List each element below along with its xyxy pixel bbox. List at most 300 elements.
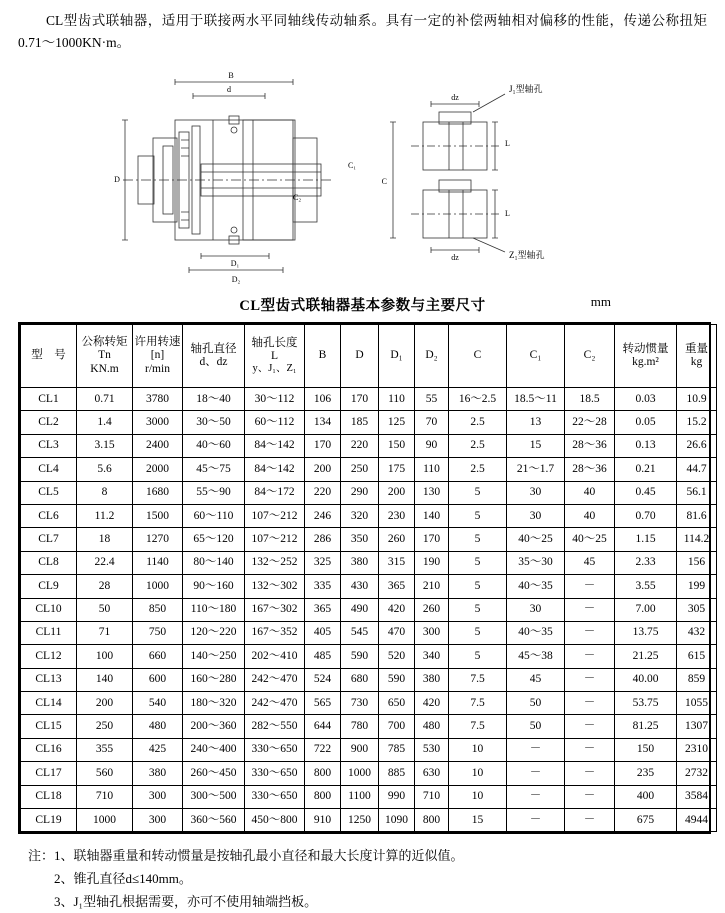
table-cell: － <box>507 738 565 761</box>
table-cell: 132～302 <box>245 575 305 598</box>
table-cell: 30～112 <box>245 388 305 411</box>
table-cell: 315 <box>379 551 415 574</box>
table-cell: 200 <box>77 692 133 715</box>
table-cell: 242～470 <box>245 668 305 691</box>
table-cell: 520 <box>379 645 415 668</box>
table-cell: － <box>565 621 615 644</box>
table-cell: 13 <box>507 411 565 434</box>
table-cell: 780 <box>341 715 379 738</box>
table-cell: 325 <box>305 551 341 574</box>
table-cell: 250 <box>341 458 379 481</box>
table-cell: － <box>565 715 615 738</box>
table-cell: － <box>565 738 615 761</box>
table-cell: 81.6 <box>677 504 717 527</box>
table-cell: 200～360 <box>183 715 245 738</box>
table-cell: 8 <box>77 481 133 504</box>
table-cell: 40～25 <box>507 528 565 551</box>
label-b: B <box>227 71 234 80</box>
table-cell: 1.4 <box>77 411 133 434</box>
col-bore-diameter: 轴孔直径 d、dz <box>183 325 245 388</box>
table-cell: 110～180 <box>183 598 245 621</box>
table-cell: 590 <box>379 668 415 691</box>
label-D2: D₂ <box>231 275 240 284</box>
table-cell: 107～212 <box>245 528 305 551</box>
table-cell: 5 <box>449 481 507 504</box>
table-cell: 0.05 <box>615 411 677 434</box>
row-model-cell: CL10 <box>21 598 77 621</box>
table-cell: 490 <box>341 598 379 621</box>
table-cell: 50 <box>507 715 565 738</box>
table-cell: 11.2 <box>77 504 133 527</box>
row-model-cell: CL17 <box>21 762 77 785</box>
table-cell: 3780 <box>133 388 183 411</box>
table-cell: 5 <box>449 645 507 668</box>
table-cell: － <box>565 575 615 598</box>
table-cell: 21.25 <box>615 645 677 668</box>
table-cell: 22～28 <box>565 411 615 434</box>
table-cell: 210 <box>415 575 449 598</box>
table-cell: 185 <box>341 411 379 434</box>
table-row <box>21 715 717 738</box>
table-cell: 700 <box>379 715 415 738</box>
row-model-cell: CL16 <box>21 738 77 761</box>
table-cell: 70 <box>415 411 449 434</box>
table-cell: 167～352 <box>245 621 305 644</box>
table-cell: 180～320 <box>183 692 245 715</box>
row-model-cell: CL6 <box>21 504 77 527</box>
table-cell: 432 <box>677 621 717 644</box>
table-cell: 800 <box>305 785 341 808</box>
table-cell: 485 <box>305 645 341 668</box>
table-cell: 10 <box>449 738 507 761</box>
table-cell: 132～252 <box>245 551 305 574</box>
table-row <box>21 575 717 598</box>
table-cell: 260 <box>415 598 449 621</box>
table-cell: 260～450 <box>183 762 245 785</box>
table-cell: 2400 <box>133 434 183 457</box>
table-cell: 1500 <box>133 504 183 527</box>
table-cell: 18～40 <box>183 388 245 411</box>
table-cell: 190 <box>415 551 449 574</box>
row-model-cell: CL7 <box>21 528 77 551</box>
col-nominal-torque: 公称转矩 Tn KN.m <box>77 325 133 388</box>
table-cell: 5 <box>449 551 507 574</box>
table-cell: 1100 <box>341 785 379 808</box>
label-dz-bottom: dz <box>450 253 459 262</box>
table-cell: 18.5 <box>565 388 615 411</box>
table-cell: 15 <box>449 809 507 832</box>
table-cell: 28～36 <box>565 458 615 481</box>
row-model-cell: CL19 <box>21 809 77 832</box>
row-model-cell: CL11 <box>21 621 77 644</box>
table-row <box>21 621 717 644</box>
label-C2: C₂ <box>292 193 301 202</box>
label-L-top: L <box>504 139 510 148</box>
table-cell: 250 <box>77 715 133 738</box>
row-model-cell: CL9 <box>21 575 77 598</box>
table-cell: 150 <box>615 738 677 761</box>
table-cell: 65～120 <box>183 528 245 551</box>
table-cell: 200 <box>379 481 415 504</box>
table-cell: 330～650 <box>245 785 305 808</box>
table-cell: 1270 <box>133 528 183 551</box>
table-cell: 320 <box>341 504 379 527</box>
row-model-cell: CL15 <box>21 715 77 738</box>
table-body <box>21 388 717 832</box>
table-cell: 71 <box>77 621 133 644</box>
table-cell: 199 <box>677 575 717 598</box>
table-cell: 335 <box>305 575 341 598</box>
table-cell: 40 <box>565 481 615 504</box>
table-cell: 120～220 <box>183 621 245 644</box>
table-cell: 1000 <box>77 809 133 832</box>
table-cell: 800 <box>415 809 449 832</box>
table-cell: 260 <box>379 528 415 551</box>
table-cell: 45～38 <box>507 645 565 668</box>
table-cell: 650 <box>379 692 415 715</box>
table-cell: － <box>565 809 615 832</box>
note-1: 注：1、联轴器重量和转动惯量是按轴孔最小直径和最大长度计算的近似值。 <box>28 848 464 864</box>
row-model-cell: CL3 <box>21 434 77 457</box>
table-row <box>21 809 717 832</box>
table-cell: 15.2 <box>677 411 717 434</box>
table-cell: 156 <box>677 551 717 574</box>
table-cell: 107～212 <box>245 504 305 527</box>
table-cell: 84～142 <box>245 434 305 457</box>
table-cell: 2.5 <box>449 411 507 434</box>
table-cell: 5.6 <box>77 458 133 481</box>
table-cell: 15 <box>507 434 565 457</box>
table-cell: 0.45 <box>615 481 677 504</box>
table-cell: 13.75 <box>615 621 677 644</box>
row-model-cell: CL18 <box>21 785 77 808</box>
table-cell: 600 <box>133 668 183 691</box>
table-cell: 850 <box>133 598 183 621</box>
table-cell: 565 <box>305 692 341 715</box>
table-cell: 470 <box>379 621 415 644</box>
table-cell: 360～560 <box>183 809 245 832</box>
table-row <box>21 458 717 481</box>
table-cell: 2.5 <box>449 458 507 481</box>
row-model-cell: CL13 <box>21 668 77 691</box>
col-speed: 许用转速 [n] r/min <box>133 325 183 388</box>
table-cell: 35～30 <box>507 551 565 574</box>
table-cell: 140～250 <box>183 645 245 668</box>
table-cell: 560 <box>77 762 133 785</box>
table-cell: 7.5 <box>449 715 507 738</box>
table-cell: 10 <box>449 785 507 808</box>
table-cell: 4944 <box>677 809 717 832</box>
table-cell: 240～400 <box>183 738 245 761</box>
table-cell: 3.15 <box>77 434 133 457</box>
table-caption-row <box>18 294 707 320</box>
table-cell: 170 <box>305 434 341 457</box>
label-D1: D₁ <box>230 259 239 268</box>
col-C: C <box>449 325 507 388</box>
table-cell: 286 <box>305 528 341 551</box>
table-row <box>21 692 717 715</box>
table-cell: 90～160 <box>183 575 245 598</box>
table-cell: 590 <box>341 645 379 668</box>
label-j1-bore: J₁型轴孔 <box>508 84 543 94</box>
table-cell: 220 <box>305 481 341 504</box>
table-cell: 615 <box>677 645 717 668</box>
table-cell: 81.25 <box>615 715 677 738</box>
table-cell: 7.5 <box>449 692 507 715</box>
table-cell: 1000 <box>341 762 379 785</box>
col-C2: C₂ <box>565 325 615 388</box>
table-cell: 30 <box>507 504 565 527</box>
label-z1-bore: Z₁型轴孔 <box>508 250 545 260</box>
table-row <box>21 645 717 668</box>
col-weight: 重量 kg <box>677 325 717 388</box>
table-cell: 130 <box>415 481 449 504</box>
table-cell: － <box>507 785 565 808</box>
table-cell: 200 <box>305 458 341 481</box>
table-cell: 10 <box>449 762 507 785</box>
table-cell: 84～142 <box>245 458 305 481</box>
spec-table <box>20 324 717 832</box>
col-D: D <box>341 325 379 388</box>
label-C: C <box>381 177 387 186</box>
col-D1: D₁ <box>379 325 415 388</box>
figure-drawing <box>93 60 633 285</box>
table-cell: 106 <box>305 388 341 411</box>
table-cell: 60～112 <box>245 411 305 434</box>
label-C1: C₁ <box>347 161 356 170</box>
table-cell: 365 <box>379 575 415 598</box>
row-model-cell: CL12 <box>21 645 77 668</box>
table-cell: － <box>507 762 565 785</box>
table-cell: 405 <box>305 621 341 644</box>
notes-block <box>18 844 707 913</box>
table-cell: 45～75 <box>183 458 245 481</box>
table-row <box>21 785 717 808</box>
table-cell: 45 <box>565 551 615 574</box>
table-cell: 110 <box>379 388 415 411</box>
table-cell: 50 <box>507 692 565 715</box>
table-cell: 114.2 <box>677 528 717 551</box>
table-cell: 40.00 <box>615 668 677 691</box>
table-cell: 55～90 <box>183 481 245 504</box>
table-cell: 134 <box>305 411 341 434</box>
table-cell: 545 <box>341 621 379 644</box>
table-cell: － <box>565 598 615 621</box>
table-cell: 300 <box>133 809 183 832</box>
table-cell: 0.71 <box>77 388 133 411</box>
table-cell: 2.33 <box>615 551 677 574</box>
col-D2: D₂ <box>415 325 449 388</box>
table-cell: 140 <box>77 668 133 691</box>
table-cell: 400 <box>615 785 677 808</box>
table-cell: 330～650 <box>245 738 305 761</box>
table-cell: 1680 <box>133 481 183 504</box>
table-cell: 380 <box>133 762 183 785</box>
table-cell: 450～800 <box>245 809 305 832</box>
col-model: 型 号 <box>21 325 77 388</box>
table-cell: 5 <box>449 504 507 527</box>
table-cell: 750 <box>133 621 183 644</box>
table-cell: － <box>507 809 565 832</box>
table-cell: 2732 <box>677 762 717 785</box>
table-cell: 480 <box>415 715 449 738</box>
table-cell: 22.4 <box>77 551 133 574</box>
table-cell: 524 <box>305 668 341 691</box>
table-cell: － <box>565 645 615 668</box>
table-cell: 60～110 <box>183 504 245 527</box>
table-cell: 350 <box>341 528 379 551</box>
table-cell: 40～25 <box>565 528 615 551</box>
table-cell: 0.03 <box>615 388 677 411</box>
table-cell: 125 <box>379 411 415 434</box>
label-dz-top: dz <box>450 93 459 102</box>
table-cell: 90 <box>415 434 449 457</box>
table-row <box>21 598 717 621</box>
col-inertia: 转动惯量 kg.m² <box>615 325 677 388</box>
table-cell: 45 <box>507 668 565 691</box>
table-cell: 235 <box>615 762 677 785</box>
note-3: 3、J₁型轴孔根据需要，亦可不使用轴端挡板。 <box>54 894 318 910</box>
table-cell: 2310 <box>677 738 717 761</box>
table-cell: 355 <box>77 738 133 761</box>
row-model-cell: CL5 <box>21 481 77 504</box>
table-cell: 140 <box>415 504 449 527</box>
table-cell: 290 <box>341 481 379 504</box>
table-cell: 5 <box>449 528 507 551</box>
table-cell: 420 <box>379 598 415 621</box>
row-model-cell: CL4 <box>21 458 77 481</box>
table-row <box>21 738 717 761</box>
table-cell: 1307 <box>677 715 717 738</box>
label-d: d <box>226 85 231 94</box>
table-cell: 380 <box>415 668 449 691</box>
table-cell: 10.9 <box>677 388 717 411</box>
row-model-cell: CL14 <box>21 692 77 715</box>
table-cell: 859 <box>677 668 717 691</box>
table-cell: 170 <box>415 528 449 551</box>
row-model-cell: CL1 <box>21 388 77 411</box>
table-cell: 540 <box>133 692 183 715</box>
table-cell: 710 <box>415 785 449 808</box>
table-cell: 675 <box>615 809 677 832</box>
table-cell: 242～470 <box>245 692 305 715</box>
table-cell: 530 <box>415 738 449 761</box>
table-row <box>21 528 717 551</box>
table-cell: 1055 <box>677 692 717 715</box>
label-L-bottom: L <box>504 209 510 218</box>
table-row <box>21 411 717 434</box>
table-cell: 220 <box>341 434 379 457</box>
table-cell: 5 <box>449 621 507 644</box>
table-cell: 365 <box>305 598 341 621</box>
table-cell: 430 <box>341 575 379 598</box>
col-B: B <box>305 325 341 388</box>
table-cell: 722 <box>305 738 341 761</box>
table-cell: 480 <box>133 715 183 738</box>
table-cell: 785 <box>379 738 415 761</box>
table-cell: 230 <box>379 504 415 527</box>
table-row <box>21 481 717 504</box>
table-cell: 330～650 <box>245 762 305 785</box>
table-cell: 282～550 <box>245 715 305 738</box>
table-cell: 990 <box>379 785 415 808</box>
table-cell: 0.21 <box>615 458 677 481</box>
table-cell: 110 <box>415 458 449 481</box>
table-cell: 150 <box>379 434 415 457</box>
table-cell: 246 <box>305 504 341 527</box>
table-row <box>21 668 717 691</box>
table-cell: － <box>565 785 615 808</box>
table-title: CL型齿式联轴器基本参数与主要尺寸 <box>239 298 486 314</box>
table-cell: 18.5～11 <box>507 388 565 411</box>
table-cell: 202～410 <box>245 645 305 668</box>
table-cell: 26.6 <box>677 434 717 457</box>
table-cell: 0.70 <box>615 504 677 527</box>
table-cell: 56.1 <box>677 481 717 504</box>
table-cell: 28～36 <box>565 434 615 457</box>
table-cell: 18 <box>77 528 133 551</box>
table-cell: 1250 <box>341 809 379 832</box>
table-cell: 300 <box>133 785 183 808</box>
label-D: D <box>113 175 120 184</box>
table-row <box>21 762 717 785</box>
table-row <box>21 434 717 457</box>
table-cell: 630 <box>415 762 449 785</box>
table-cell: 730 <box>341 692 379 715</box>
table-cell: 644 <box>305 715 341 738</box>
table-cell: － <box>565 668 615 691</box>
table-cell: 1.15 <box>615 528 677 551</box>
table-cell: 170 <box>341 388 379 411</box>
table-header-row <box>21 325 717 388</box>
intro-paragraph: CL型齿式联轴器，适用于联接两水平同轴线传动轴系。具有一定的补偿两轴相对偏移的性能，传递公称扭矩0.71～1000KN·m。 <box>18 13 707 50</box>
table-cell: 300～500 <box>183 785 245 808</box>
table-row <box>21 388 717 411</box>
table-cell: 3.55 <box>615 575 677 598</box>
table-cell: 800 <box>305 762 341 785</box>
table-cell: 1000 <box>133 575 183 598</box>
table-cell: 2.5 <box>449 434 507 457</box>
table-row <box>21 504 717 527</box>
table-cell: 3584 <box>677 785 717 808</box>
table-cell: 100 <box>77 645 133 668</box>
col-bore-length: 轴孔长度 L y、J₁、Z₁ <box>245 325 305 388</box>
table-cell: 900 <box>341 738 379 761</box>
table-cell: 167～302 <box>245 598 305 621</box>
table-cell: 910 <box>305 809 341 832</box>
table-cell: 160～280 <box>183 668 245 691</box>
table-cell: 21～1.7 <box>507 458 565 481</box>
table-cell: 300 <box>415 621 449 644</box>
table-cell: 660 <box>133 645 183 668</box>
table-cell: 7.00 <box>615 598 677 621</box>
table-cell: 3000 <box>133 411 183 434</box>
table-cell: 80～140 <box>183 551 245 574</box>
note-2: 2、锥孔直径d≤140mm。 <box>54 871 192 887</box>
table-cell: 305 <box>677 598 717 621</box>
spec-table-container <box>18 322 711 834</box>
table-cell: 885 <box>379 762 415 785</box>
table-cell: 40～35 <box>507 621 565 644</box>
table-cell: 53.75 <box>615 692 677 715</box>
table-cell: － <box>565 692 615 715</box>
table-cell: 0.13 <box>615 434 677 457</box>
col-C1: C₁ <box>507 325 565 388</box>
row-model-cell: CL8 <box>21 551 77 574</box>
table-cell: 710 <box>77 785 133 808</box>
table-cell: 5 <box>449 575 507 598</box>
table-cell: 30 <box>507 481 565 504</box>
